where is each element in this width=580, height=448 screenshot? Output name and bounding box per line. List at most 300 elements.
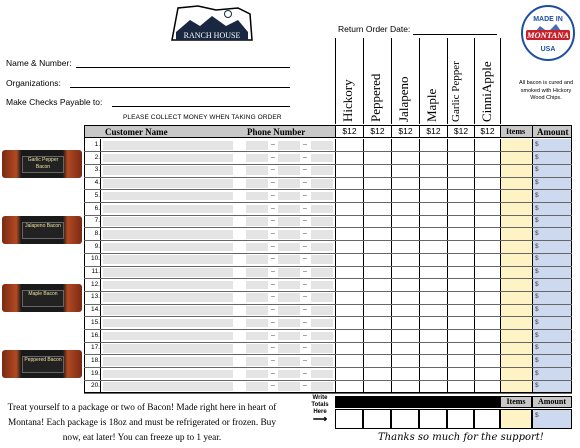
name-number-line[interactable] [76,67,290,68]
row-number: 14. [90,306,100,314]
customer-name-cell[interactable] [103,192,233,201]
row-line [84,151,572,152]
flavor-qty-cell[interactable] [336,204,362,215]
flavor-qty-cell[interactable] [475,381,499,392]
customer-name-cell[interactable] [103,382,233,391]
flavor-qty-cell[interactable] [420,356,446,367]
price-cell: $12 [474,126,500,137]
phone-prefix-cell[interactable] [278,357,300,366]
flavor-qty-cell[interactable] [392,267,418,278]
phone-prefix-cell[interactable] [278,344,300,353]
customer-name-cell[interactable] [103,357,233,366]
phone-area-cell[interactable] [246,205,268,214]
items-total-cell[interactable] [500,409,532,429]
flavor-qty-cell[interactable] [448,204,473,215]
row-number: 5. [94,191,100,199]
amount-cell-dollar[interactable]: $ [535,293,539,301]
phone-line-cell[interactable] [311,306,333,315]
flavor-qty-cell[interactable] [420,280,446,291]
row-line [84,278,572,279]
flavor-qty-cell[interactable] [336,343,362,354]
flavor-qty-cell[interactable] [475,267,499,278]
amount-cell-dollar[interactable]: $ [535,255,539,263]
flavor-qty-cell[interactable] [336,191,362,202]
flavor-qty-cell[interactable] [420,381,446,392]
phone-separator: – [271,166,275,174]
phone-line-cell[interactable] [311,382,333,391]
customer-name-cell[interactable] [103,230,233,239]
phone-separator: – [271,356,275,364]
flavor-qty-cell[interactable] [364,305,390,316]
column-line [100,139,101,393]
phone-area-cell[interactable] [246,230,268,239]
amount-cell-dollar[interactable]: $ [535,242,539,250]
flavor-qty-cell[interactable] [420,254,446,265]
phone-separator: – [303,344,307,352]
ranch-house-logo [168,4,254,44]
flavor-qty-cell[interactable] [448,292,473,303]
flavor-qty-cell[interactable] [336,229,362,240]
flavor-qty-cell[interactable] [448,356,473,367]
organizations-line[interactable] [70,87,290,88]
phone-separator: – [303,318,307,326]
row-line [84,367,572,368]
phone-area-cell[interactable] [246,370,268,379]
amount-cell-dollar[interactable]: $ [535,204,539,212]
flavor-qty-cell[interactable] [392,356,418,367]
flavor-qty-cell[interactable] [336,140,362,151]
phone-line-cell[interactable] [311,192,333,201]
flavor-qty-cell[interactable] [392,153,418,164]
flavor-qty-cell[interactable] [448,305,473,316]
phone-line-cell[interactable] [311,357,333,366]
flavor-qty-cell[interactable] [364,178,390,189]
phone-line-cell[interactable] [311,205,333,214]
flavor-qty-cell[interactable] [364,381,390,392]
customer-name-cell[interactable] [103,141,233,150]
flavor-qty-cell[interactable] [392,331,418,342]
flavor-qty-cell[interactable] [448,267,473,278]
promo-text: Treat yourself to a package or two of Bacon! Made right here in heart of Montana! Each package is 18oz and must be refrigerated or frozen. Buy now, eat later! You can freeze up to 1 year. [7,403,277,443]
flavor-qty-cell[interactable] [420,292,446,303]
phone-area-cell[interactable] [246,382,268,391]
phone-prefix-cell[interactable] [278,370,300,379]
row-line [84,393,572,394]
flavor-qty-cell[interactable] [448,165,473,176]
arrow-right-icon: ⟶ [312,414,328,425]
flavor-qty-cell[interactable] [392,254,418,265]
phone-line-cell[interactable] [311,179,333,188]
phone-separator: – [303,229,307,237]
phone-area-cell[interactable] [246,281,268,290]
customer-name-cell[interactable] [103,243,233,252]
flavor-qty-cell[interactable] [420,229,446,240]
amount-cell-dollar[interactable]: $ [535,268,539,275]
flavor-qty-cell[interactable] [420,191,446,202]
flavor-qty-cell[interactable] [364,280,390,291]
flavor-qty-cell[interactable] [448,318,473,329]
phone-area-cell[interactable] [246,166,268,175]
phone-prefix-cell[interactable] [278,141,300,150]
flavor-qty-cell[interactable] [364,356,390,367]
row-number: 8. [94,229,100,237]
row-line [84,164,572,165]
phone-prefix-cell[interactable] [278,268,300,277]
row-line [84,380,572,381]
phone-prefix-cell[interactable] [278,382,300,391]
flavor-qty-cell[interactable] [392,369,418,380]
flavor-qty-cell[interactable] [364,318,390,329]
flavor-qty-cell[interactable] [364,242,390,253]
flavor-qty-cell[interactable] [420,140,446,151]
flavor-qty-cell[interactable] [475,204,499,215]
amount-header: Amount [537,127,569,137]
amount-cell-dollar[interactable]: $ [535,141,539,148]
phone-separator: – [303,293,307,301]
flavor-qty-cell[interactable] [364,191,390,202]
phone-prefix-cell[interactable] [278,166,300,175]
flavor-qty-cell[interactable] [475,229,499,240]
flavor-name: Maple [424,88,439,122]
amount-total-dollar: $ [535,412,539,419]
flavor-qty-cell[interactable] [392,280,418,291]
amount-cell-dollar[interactable]: $ [535,179,539,187]
flavor-qty-cell[interactable] [448,280,473,291]
phone-separator: – [271,331,275,339]
column-line [391,139,392,393]
flavor-qty-cell[interactable] [336,331,362,342]
flavor-total-cell[interactable] [419,409,447,429]
flavor-qty-cell[interactable] [392,140,418,151]
flavor-qty-cell[interactable] [392,343,418,354]
phone-separator: – [271,369,275,377]
flavor-qty-cell[interactable] [420,369,446,380]
flavor-qty-cell[interactable] [475,305,499,316]
column-line [500,139,501,393]
phone-prefix-cell[interactable] [278,179,300,188]
flavor-qty-cell[interactable] [364,267,390,278]
flavor-qty-cell[interactable] [475,153,499,164]
customer-name-cell[interactable] [103,281,233,290]
flavor-qty-cell[interactable] [364,153,390,164]
flavor-qty-cell[interactable] [336,165,362,176]
flavor-qty-cell[interactable] [420,343,446,354]
flavor-qty-cell[interactable] [475,165,499,176]
flavor-qty-cell[interactable] [364,254,390,265]
customer-name-cell[interactable] [103,332,233,341]
flavor-qty-cell[interactable] [336,292,362,303]
phone-prefix-cell[interactable] [278,293,300,302]
flavor-total-cell[interactable] [335,409,363,429]
flavor-qty-cell[interactable] [364,343,390,354]
flavor-qty-cell[interactable] [364,369,390,380]
flavor-column-1 [335,38,364,124]
flavor-qty-cell[interactable] [475,178,499,189]
phone-separator: – [271,306,275,314]
phone-line-cell[interactable] [311,268,333,277]
phone-separator: – [303,204,307,212]
flavor-qty-cell[interactable] [392,191,418,202]
phone-prefix-cell[interactable] [278,281,300,290]
amount-cell-dollar[interactable]: $ [535,229,539,237]
flavor-qty-cell[interactable] [392,305,418,316]
phone-area-cell[interactable] [246,293,268,302]
amount-cell-dollar[interactable]: $ [535,382,539,390]
flavor-qty-cell[interactable] [420,204,446,215]
flavor-qty-cell[interactable] [475,280,499,291]
flavor-qty-cell[interactable] [392,229,418,240]
amount-cell-dollar[interactable]: $ [535,153,539,161]
flavor-qty-cell[interactable] [336,369,362,380]
flavor-column-2 [363,38,392,124]
customer-name-cell[interactable] [103,268,233,277]
flavor-qty-cell[interactable] [392,242,418,253]
phone-prefix-cell[interactable] [278,332,300,341]
phone-line-cell[interactable] [311,332,333,341]
flavor-qty-cell[interactable] [475,331,499,342]
amount-cell-dollar[interactable]: $ [535,318,539,326]
row-line [84,266,572,267]
flavor-qty-cell[interactable] [336,305,362,316]
flavor-qty-cell[interactable] [336,216,362,227]
flavor-qty-cell[interactable] [420,165,446,176]
phone-area-cell[interactable] [246,217,268,226]
customer-name-cell[interactable] [103,344,233,353]
phone-prefix-cell[interactable] [278,205,300,214]
totals-bar [335,396,500,408]
phone-line-cell[interactable] [311,243,333,252]
flavor-qty-cell[interactable] [420,178,446,189]
flavor-qty-cell[interactable] [448,242,473,253]
flavor-qty-cell[interactable] [336,280,362,291]
phone-area-cell[interactable] [246,268,268,277]
flavor-qty-cell[interactable] [364,204,390,215]
phone-prefix-cell[interactable] [278,154,300,163]
flavor-qty-cell[interactable] [448,254,473,265]
flavor-qty-cell[interactable] [448,331,473,342]
row-line [84,329,572,330]
customer-name-cell[interactable] [103,255,233,264]
customer-name-cell[interactable] [103,166,233,175]
checks-payable-label: Make Checks Payable to: [6,97,103,107]
phone-prefix-cell[interactable] [278,192,300,201]
flavor-total-cell[interactable] [474,409,500,429]
phone-area-cell[interactable] [246,344,268,353]
price-cell: $12 [419,126,447,137]
row-line [84,291,572,292]
row-number: 2. [94,153,100,161]
flavor-qty-cell[interactable] [336,242,362,253]
phone-area-cell[interactable] [246,319,268,328]
row-number: 19. [90,369,100,377]
flavor-qty-cell[interactable] [336,318,362,329]
customer-name-cell[interactable] [103,154,233,163]
amount-cell-dollar[interactable]: $ [535,191,539,199]
row-number: 1. [94,141,100,148]
flavor-qty-cell[interactable] [364,292,390,303]
flavor-qty-cell[interactable] [475,343,499,354]
phone-separator: – [271,318,275,326]
flavor-qty-cell[interactable] [448,153,473,164]
flavor-qty-cell[interactable] [420,242,446,253]
flavor-qty-cell[interactable] [448,369,473,380]
row-line [84,304,572,305]
flavor-qty-cell[interactable] [475,356,499,367]
flavor-column-edge [500,38,501,124]
flavor-qty-cell[interactable] [420,153,446,164]
checks-payable-line[interactable] [112,106,290,107]
flavor-qty-cell[interactable] [475,216,499,227]
flavor-qty-cell[interactable] [448,191,473,202]
flavor-qty-cell[interactable] [336,267,362,278]
amount-cell-dollar[interactable]: $ [535,217,539,225]
row-line [84,342,572,343]
flavor-qty-cell[interactable] [420,216,446,227]
phone-line-cell[interactable] [311,230,333,239]
amount-cell-dollar[interactable]: $ [535,356,539,364]
flavor-total-cell[interactable] [363,409,391,429]
cured-note: All bacon is cured and smoked with Hickory Wood Chips. [518,80,574,101]
phone-separator: – [271,280,275,288]
flavor-qty-cell[interactable] [448,178,473,189]
flavor-qty-cell[interactable] [364,165,390,176]
amount-cell-dollar[interactable]: $ [535,306,539,314]
flavor-qty-cell[interactable] [475,191,499,202]
flavor-total-cell[interactable] [391,409,419,429]
phone-prefix-cell[interactable] [278,243,300,252]
phone-prefix-cell[interactable] [278,255,300,264]
flavor-total-cell[interactable] [447,409,474,429]
phone-line-cell[interactable] [311,293,333,302]
return-order-date-line[interactable] [413,34,497,35]
flavor-qty-cell[interactable] [475,254,499,265]
flavor-qty-cell[interactable] [448,381,473,392]
phone-area-cell[interactable] [246,357,268,366]
customer-name-cell[interactable] [103,205,233,214]
customer-name-cell[interactable] [103,217,233,226]
flavor-qty-cell[interactable] [448,343,473,354]
amount-cell-dollar[interactable]: $ [535,331,539,339]
phone-prefix-cell[interactable] [278,217,300,226]
phone-line-cell[interactable] [311,217,333,226]
amount-cell-dollar[interactable]: $ [535,166,539,174]
flavor-qty-cell[interactable] [392,318,418,329]
return-order-date-label: Return Order Date: [338,24,411,34]
phone-separator: – [303,356,307,364]
flavor-qty-cell[interactable] [448,229,473,240]
bacon-package-label: Maple Bacon [22,290,64,307]
phone-prefix-cell[interactable] [278,230,300,239]
row-line [84,240,572,241]
phone-area-cell[interactable] [246,154,268,163]
customer-name-cell[interactable] [103,306,233,315]
phone-line-cell[interactable] [311,370,333,379]
phone-area-cell[interactable] [246,192,268,201]
flavor-qty-cell[interactable] [392,178,418,189]
amount-cell-dollar[interactable]: $ [535,344,539,352]
bacon-package-image [2,150,82,178]
flavor-qty-cell[interactable] [448,140,473,151]
amount-cell-dollar[interactable]: $ [535,369,539,377]
flavor-qty-cell[interactable] [392,292,418,303]
flavor-name: Hickory [340,79,355,122]
flavor-qty-cell[interactable] [392,216,418,227]
flavor-qty-cell[interactable] [336,153,362,164]
phone-line-cell[interactable] [311,154,333,163]
amount-cell-dollar[interactable]: $ [535,280,539,288]
flavor-qty-cell[interactable] [420,267,446,278]
phone-area-cell[interactable] [246,255,268,264]
customer-name-cell[interactable] [103,319,233,328]
flavor-qty-cell[interactable] [475,369,499,380]
row-number: 6. [94,204,100,212]
row-number: 3. [94,166,100,174]
customer-name-cell[interactable] [103,370,233,379]
phone-separator: – [271,229,275,237]
flavor-qty-cell[interactable] [392,165,418,176]
phone-line-cell[interactable] [311,166,333,175]
phone-area-cell[interactable] [246,306,268,315]
flavor-qty-cell[interactable] [364,216,390,227]
phone-separator: – [303,369,307,377]
phone-separator: – [303,306,307,314]
column-line [474,139,475,393]
made-in-montana-badge [520,4,576,62]
phone-line-cell[interactable] [311,344,333,353]
phone-line-cell[interactable] [311,319,333,328]
customer-name-cell[interactable] [103,293,233,302]
flavor-qty-cell[interactable] [420,331,446,342]
phone-line-cell[interactable] [311,141,333,150]
totals-amount-label: Amount [532,396,572,408]
flavor-qty-cell[interactable] [336,381,362,392]
flavor-qty-cell[interactable] [475,242,499,253]
phone-prefix-cell[interactable] [278,319,300,328]
phone-line-cell[interactable] [311,255,333,264]
bacon-package-label: Jalapeno Bacon [22,222,64,239]
flavor-qty-cell[interactable] [448,216,473,227]
flavor-qty-cell[interactable] [336,254,362,265]
flavor-qty-cell[interactable] [364,140,390,151]
row-line [84,177,572,178]
phone-area-cell[interactable] [246,179,268,188]
flavor-qty-cell[interactable] [336,178,362,189]
phone-prefix-cell[interactable] [278,306,300,315]
customer-name-header: Customer Name [105,127,168,137]
flavor-qty-cell[interactable] [475,292,499,303]
price-cell: $12 [363,126,391,137]
flavor-qty-cell[interactable] [420,305,446,316]
flavor-qty-cell[interactable] [364,229,390,240]
phone-line-cell[interactable] [311,281,333,290]
flavor-qty-cell[interactable] [392,381,418,392]
phone-area-cell[interactable] [246,243,268,252]
phone-area-cell[interactable] [246,141,268,150]
flavor-qty-cell[interactable] [420,318,446,329]
phone-separator: – [271,217,275,225]
customer-name-cell[interactable] [103,179,233,188]
flavor-qty-cell[interactable] [475,140,499,151]
phone-separator: – [303,179,307,187]
phone-separator: – [271,255,275,263]
phone-area-cell[interactable] [246,332,268,341]
flavor-qty-cell[interactable] [336,356,362,367]
flavor-qty-cell[interactable] [475,318,499,329]
phone-separator: – [271,141,275,148]
price-cell: $12 [391,126,419,137]
flavor-qty-cell[interactable] [392,204,418,215]
flavor-qty-cell[interactable] [364,331,390,342]
